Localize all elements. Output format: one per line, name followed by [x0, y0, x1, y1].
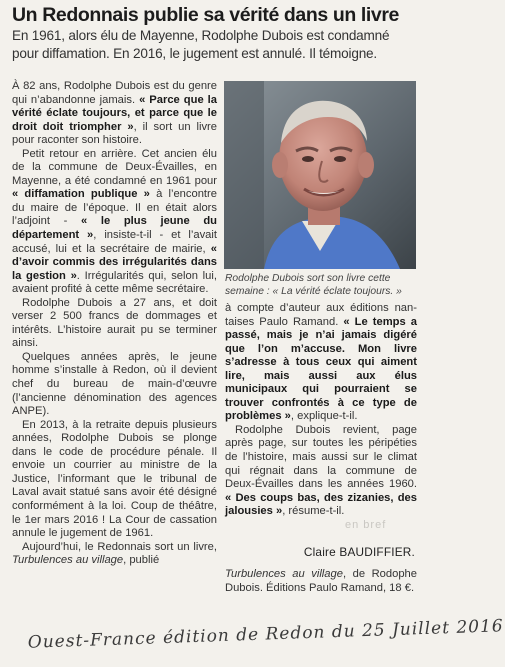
- article-paragraph: [12, 419, 217, 541]
- italic-text: Turbulences au village: [12, 554, 124, 567]
- book-title: Turbulences au village: [225, 568, 343, 580]
- body-text: . Irrégularités qui, selon lui, avaient profité à cette même secrétaire.: [12, 269, 217, 296]
- book-details: , de Rodophe Dubois. Éditions Paulo Ramand, 18 €.: [225, 568, 417, 594]
- quote-text: « Le temps a passé, mais je n’ai jamais digéré que l’on m’accuse. Mon livre s’adresse à tous ceux qui aiment lire, mais aussi aux élus municipaux qui pourraient se trouver confrontés à ce type de problèmes »: [225, 315, 417, 423]
- body-text: À 82 ans, Rodolphe Dubois est du genre qui n’abandonne jamais.: [12, 80, 217, 106]
- body-text: Quelques années après, le jeune homme s’installe à Redon, où il devient chef du bureau de main-d’œuvre (l’ancienne dénomination des agences ANPE).: [12, 350, 217, 418]
- body-text: Rodolphe Dubois a 27 ans, et doit verser 2 500 francs de dommages et intérêts. L’histoire aurait pu se terminer ainsi.: [12, 296, 217, 350]
- body-text: à l’encontre du maire de l’époque. Il en était alors l’adjoint -: [12, 188, 217, 228]
- body-text: , publié: [123, 554, 160, 567]
- body-text: , résume-t-il.: [282, 505, 345, 518]
- body-text: à compte d’auteur aux éditions nantaises Paulo Ramand.: [225, 302, 417, 328]
- article-paragraph: [12, 80, 217, 148]
- body-text: Aujourd’hui, le Redonnais sort un livre,: [22, 540, 217, 553]
- body-text: , il sort un livre pour raconter son histoire.: [12, 120, 217, 147]
- article-paragraph: [225, 424, 417, 519]
- body-text: Petit retour en arrière. Cet ancien élu de la commune de Deux-Évailles, en Mayenne, a été condamné en 1961 pour: [12, 147, 217, 187]
- portrait-of-elderly-man-icon: [224, 81, 416, 269]
- article-paragraph: [12, 541, 217, 568]
- article-paragraph: [12, 148, 217, 297]
- article-body-left-column: [12, 80, 217, 568]
- article-subtitle: En 1961, alors élu de Mayenne, Rodolphe Dubois est condamné pour diffamation. En 2016, le jugement est annulé. Il témoigne.: [12, 28, 390, 61]
- body-text: , insiste-t-il - et l’avait accusé, lui et la secrétaire de mairie,: [12, 229, 217, 255]
- article-paragraph: [12, 351, 217, 419]
- quote-text: « diffamation publique »: [12, 188, 150, 201]
- quote-text: « Parce que la vérité éclate toujours, et parce que le droit doit triompher »: [12, 93, 217, 133]
- handwritten-source-note: Ouest-France édition de Redon du 25 Juillet 2016: [27, 616, 504, 653]
- photo-caption: Rodolphe Dubois sort son livre cette semaine : « La vérité éclate toujours. »: [225, 273, 402, 297]
- body-text: , explique-t-il.: [290, 410, 358, 423]
- article-paragraph: [12, 297, 217, 351]
- quote-text: « le plus jeune du département »: [12, 215, 217, 242]
- body-text: Rodolphe Dubois revient, page après page, sur toutes les péripéties de l’histoire, mais aussi sur le climat qui régnait dans la commune de Deux-Évailles dans les années 1960.: [225, 423, 417, 491]
- article-body-right-column: [225, 302, 417, 519]
- bleed-through-text: en bref: [345, 519, 387, 531]
- portrait-photo: [224, 81, 416, 269]
- quote-text: « Des coups bas, des zizanies, des jalousies »: [225, 491, 417, 518]
- article-paragraph: [225, 302, 417, 424]
- quote-text: « d’avoir commis des irrégularités dans la gestion »: [12, 242, 217, 282]
- author-byline: Claire BAUDIFFIER.: [303, 545, 415, 559]
- book-reference: [225, 568, 417, 595]
- article-headline: Un Redonnais publie sa vérité dans un livre: [12, 4, 399, 26]
- body-text: En 2013, à la retraite depuis plusieurs années, Rodolphe Dubois se plonge dans le code de procédure pénale. Il envoie un courrier au ministre de la Justice, l’informant que le tribunal de Laval avait statué sans avoir été désigné conformément à la loi. Coup de théâtre, le 1er mars 2016 ! La Cour de cassation annule le jugement de 1961.: [12, 418, 217, 540]
